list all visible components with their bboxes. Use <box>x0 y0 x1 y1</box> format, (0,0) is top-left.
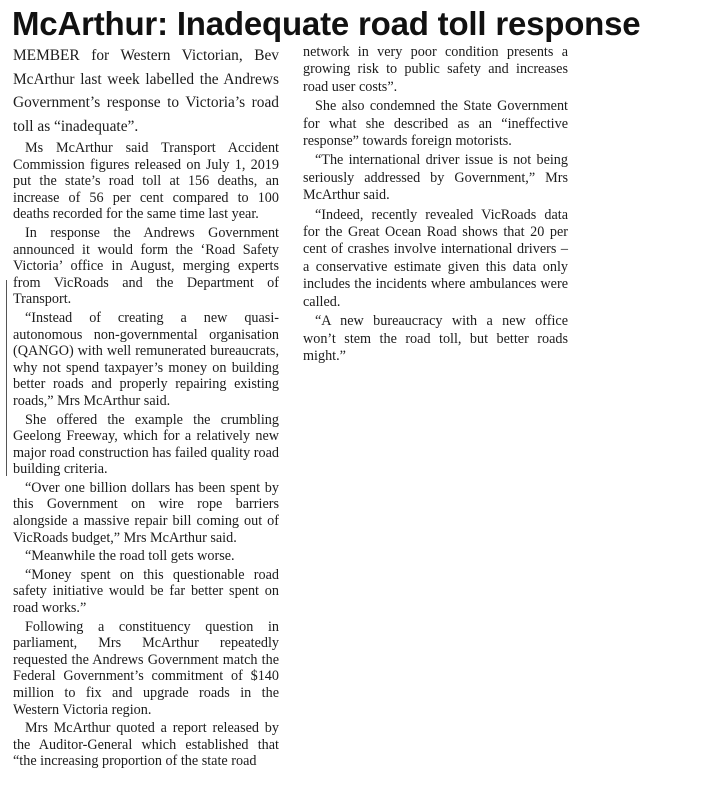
body-paragraph: Mrs McArthur quoted a report released by the Auditor-General which established that “the increasing proportion of the state road <box>13 720 279 770</box>
body-paragraph: “Over one billion dollars has been spent by this Government on wire rope barriers alongside a massive repair bill coming out of VicRoads budget,” Mrs McArthur said. <box>13 479 279 546</box>
article-headline: McArthur: Inadequate road toll response <box>12 5 641 42</box>
body-paragraph: “Indeed, recently revealed VicRoads data for the Great Ocean Road shows that 20 per cent of crashes involve international drivers – a conservative estimate given this data only includes the incidents where ambulances were called. <box>303 206 568 310</box>
column-rule <box>6 280 7 476</box>
body-paragraph: She offered the example the crumbling Geelong Freeway, which for a relatively new major road construction has failed quality road building criteria. <box>13 411 279 478</box>
body-paragraph: In response the Andrews Government announced it would form the ‘Road Safety Victoria’ office in August, merging experts from VicRoads and the Department of Transport. <box>13 224 279 308</box>
body-paragraph: Following a constituency question in parliament, Mrs McArthur repeatedly requested the Andrews Government match the Federal Government’s commitment of $140 million to fix and upgrade roads in the Western Victoria region. <box>13 618 279 718</box>
article-column-left <box>13 44 279 772</box>
article-column-right <box>303 44 568 367</box>
lead-paragraph: MEMBER for Western Victorian, Bev McArthur last week labelled the Andrews Government’s response to Victoria’s road toll as “inadequate”. <box>13 47 279 135</box>
body-paragraph: “Money spent on this questionable road safety initiative would be far better spent on road works.” <box>13 566 279 617</box>
body-paragraph: “A new bureaucracy with a new office won’t stem the road toll, but better roads might.” <box>303 313 568 364</box>
body-paragraph: She also condemned the State Government for what she described as an “ineffective response” towards foreign motorists. <box>303 98 568 150</box>
body-paragraph: “Instead of creating a new quasi-autonomous non-governmental organisation (QANGO) with well remunerated bureaucrats, why not spend taxpayer’s money on building better roads and properly repairing existing roads,” Mrs McArthur said. <box>13 309 279 409</box>
continued-paragraph: network in very poor condition presents a growing risk to public safety and increases road user costs”. <box>303 44 568 95</box>
body-paragraph: “The international driver issue is not being seriously addressed by Government,” Mrs McArthur said. <box>303 152 568 204</box>
body-paragraph: “Meanwhile the road toll gets worse. <box>25 548 235 565</box>
body-paragraph: Ms McArthur said Transport Accident Commission figures released on July 1, 2019 put the state’s road toll at 156 deaths, an increase of 56 per cent compared to 100 deaths recorded for the same time last year. <box>13 140 279 223</box>
